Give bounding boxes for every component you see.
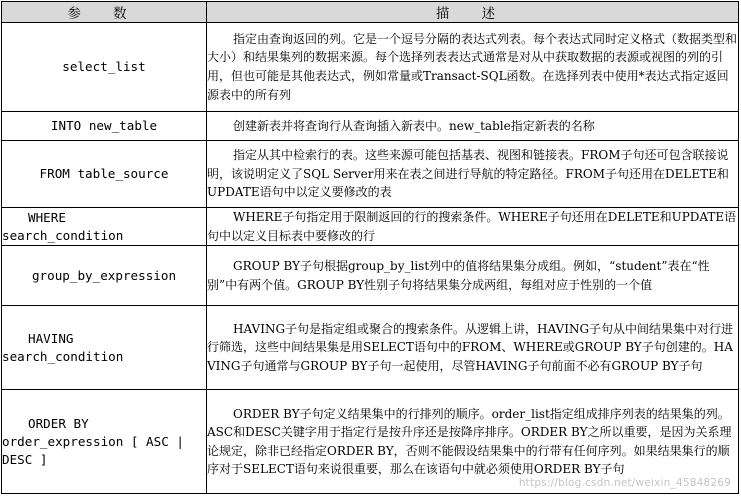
param-cell <box>2 208 207 246</box>
description-text: 创建新表并将查询行从查询插入新表中。new_table指定新表的名称 <box>233 118 595 133</box>
description-cell <box>207 306 739 390</box>
param-cell <box>2 23 207 112</box>
table-row <box>2 112 739 141</box>
param-line: FROM table_source <box>39 166 169 181</box>
description-text: GROUP BY子句根据group_by_list列中的值将结果集分成组。例如，“student”表在“性别”中有两个值。GROUP BY性别子句将结果集分成两组，每组对应于性别的一个值 <box>207 259 710 292</box>
description-cell <box>207 23 739 112</box>
param-line: INTO new_table <box>50 118 158 133</box>
param-cell <box>2 141 207 208</box>
table-row <box>2 23 739 112</box>
param-line: HAVING <box>28 330 74 346</box>
param-line: WHERE <box>28 209 66 225</box>
description-cell <box>207 208 739 246</box>
description-cell <box>207 141 739 208</box>
select-syntax-table <box>1 1 739 494</box>
param-line: DESC ] <box>2 451 48 467</box>
param-line: select_list <box>62 59 146 74</box>
description-text: 指定由查询返回的列。它是一个逗号分隔的表达式列表。每个表达式同时定义格式（数据类型和大小）和结果集列的数据来源。每个选择列表表达式通常是对从中获取数据的表源或视图的列的引用，但也可能是其他表达式，例如常量或Transact-SQL函数。在选择列表中使用*表达式指定返回源表中的所有列 <box>207 31 738 102</box>
param-line: ORDER BY <box>28 415 89 431</box>
table-row <box>2 208 739 246</box>
param-cell <box>2 390 207 494</box>
table-row <box>2 306 739 390</box>
param-line: order_expression [ ASC | <box>2 433 184 449</box>
description-text: WHERE子句指定用于限制返回的行的搜索条件。WHERE子句还用在DELETE和UPDATE语句中以定义目标表中要修改的行 <box>207 210 737 243</box>
param-line: group_by_expression <box>31 267 177 283</box>
watermark-text: https://blog.csdn.net/weixin_45848269 <box>518 477 731 489</box>
param-line: search_condition <box>2 227 124 243</box>
param-line: search_condition <box>2 348 124 364</box>
param-cell <box>2 306 207 390</box>
table-row <box>2 246 739 306</box>
description-cell <box>207 246 739 306</box>
param-cell <box>2 246 207 306</box>
description-cell <box>207 112 739 141</box>
description-text: HAVING子句是指定组或聚合的搜索条件。从逻辑上讲，HAVING子句从中间结果集中对行进行筛选，这些中间结果集是用SELECT语句中的FROM、WHERE或GROUP BY子句创建的。HAVING子句通常与GROUP BY子句一起使用，尽管HAVING子句前面不必有GROUP BY子句 <box>207 321 734 373</box>
header-description: 描 述 <box>207 2 739 23</box>
description-text: 指定从其中检索行的表。这些来源可能包括基表、视图和链接表。FROM子句还可包含联接说明，该说明定义了SQL Server用来在表之间进行导航的特定路径。FROM子句还用在DELETE和UPDATE语句中以定义要修改的表 <box>207 148 729 200</box>
description-cell <box>207 390 739 494</box>
table-row <box>2 141 739 208</box>
table-row <box>2 390 739 494</box>
header-param: 参 数 <box>2 2 207 23</box>
description-text: ORDER BY子句定义结果集中的行排列的顺序。order_list指定组成排序列表的结果集的列。ASC和DESC关键字用于指定行是按升序还是按降序排序。ORDER BY之所以重要，是因为关系理论规定，除非已经指定ORDER BY，否则不能假设结果集中的行带有任何序列。如果结果集行的顺序对于SELECT语句来说很重要，那么在该语句中就必须使用ORDER BY子句 <box>207 406 732 477</box>
table-header-row <box>2 2 739 23</box>
param-cell <box>2 112 207 141</box>
